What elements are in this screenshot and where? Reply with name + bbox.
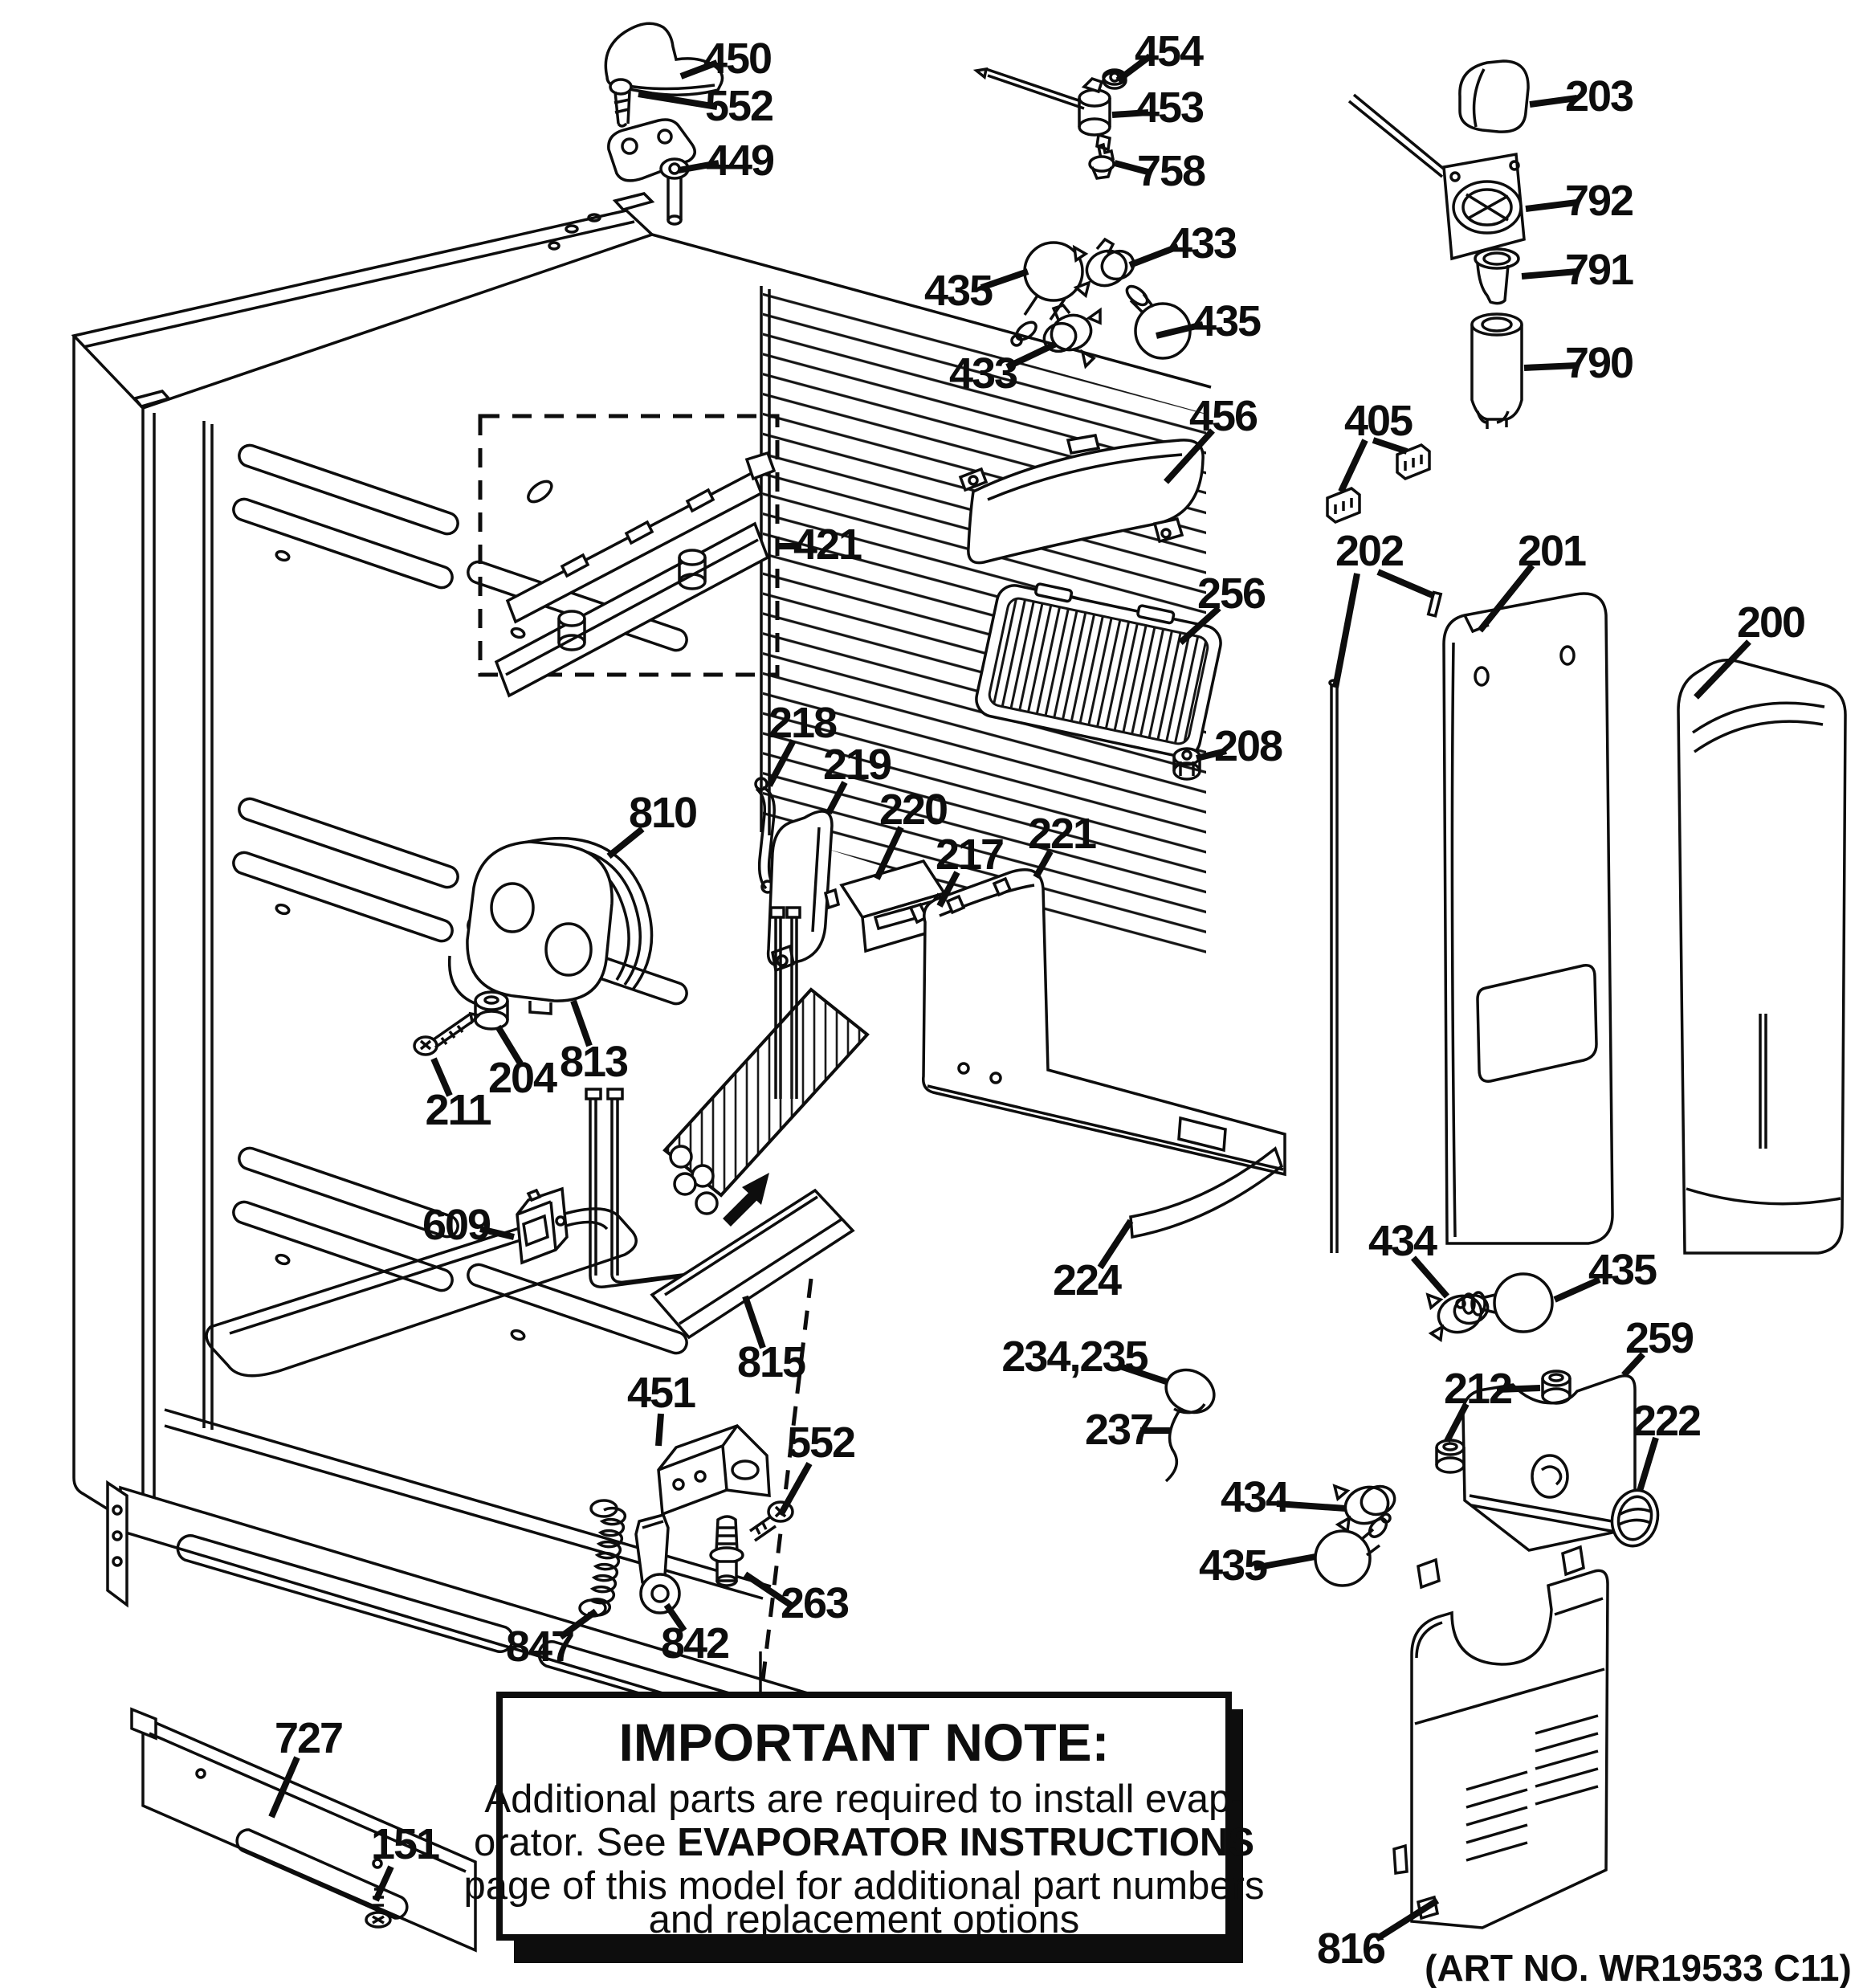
- callout-220: 220: [879, 786, 948, 834]
- callout-552-bottom: 552: [786, 1419, 855, 1467]
- callout-221: 221: [1027, 810, 1096, 858]
- callout-816: 816: [1316, 1925, 1385, 1973]
- callout-222: 222: [1632, 1397, 1701, 1445]
- callout-405: 405: [1343, 397, 1413, 445]
- note-line-4: and replacement options: [648, 1898, 1080, 1941]
- callout-219: 219: [822, 741, 891, 789]
- part-816-evaporator-cover: [1394, 1547, 1608, 1928]
- part-813-coil-cover: [467, 842, 612, 1014]
- callout-256: 256: [1196, 569, 1266, 618]
- part-237-wire: [1166, 1409, 1180, 1481]
- part-847-spring: [580, 1500, 625, 1616]
- callout-433-a: 433: [1168, 219, 1237, 267]
- note-line-2: [474, 1821, 1254, 1864]
- callout-842: 842: [660, 1619, 729, 1668]
- part-609-switch: [517, 1189, 567, 1263]
- callout-204: 204: [487, 1054, 556, 1102]
- callout-217: 217: [935, 831, 1004, 879]
- part-433-socket-b: [1040, 305, 1100, 366]
- evaporator-core: [665, 990, 867, 1195]
- callout-451: 451: [626, 1369, 695, 1417]
- part-202-heater-rod: [1330, 592, 1441, 1253]
- callout-234-235: 234,235: [1001, 1333, 1148, 1381]
- bottom-bracket: [108, 1483, 127, 1605]
- part-203-filter-cap: [1460, 61, 1528, 132]
- note-heading: IMPORTANT NOTE:: [618, 1712, 1110, 1772]
- callout-208: 208: [1213, 722, 1282, 770]
- part-453-fill-tube: [976, 69, 1110, 149]
- cabinet-top-face: [74, 210, 652, 408]
- part-758-screw: [1090, 145, 1114, 178]
- part-224-trim: [1131, 1149, 1282, 1237]
- callout-847: 847: [505, 1623, 574, 1671]
- part-791-filter-adapter: [1475, 249, 1519, 304]
- callout-259: 259: [1625, 1314, 1694, 1362]
- callout-792: 792: [1564, 177, 1633, 225]
- callout-454: 454: [1134, 27, 1203, 76]
- callout-218: 218: [768, 699, 837, 747]
- callout-237: 237: [1084, 1406, 1153, 1454]
- part-552-screw-top: [610, 80, 631, 126]
- callout-421: 421: [793, 520, 862, 569]
- note-line-2-bold: EVAPORATOR INSTRUCTIONS: [677, 1821, 1255, 1864]
- part-200-air-tower-cover: [1678, 660, 1845, 1253]
- callout-435-b: 435: [1192, 297, 1261, 345]
- note-line-2-pre: orator. See: [473, 1821, 678, 1864]
- callout-435-c: 435: [1588, 1246, 1657, 1294]
- part-211-screw: [414, 1014, 479, 1055]
- callout-434-b: 434: [1220, 1473, 1289, 1521]
- corner-cap: [615, 194, 652, 210]
- callout-224: 224: [1052, 1256, 1121, 1304]
- callout-727: 727: [274, 1714, 343, 1762]
- callout-435-a: 435: [923, 267, 993, 315]
- callout-790: 790: [1564, 339, 1633, 387]
- important-note-box: [464, 1651, 1265, 1963]
- callout-203: 203: [1564, 72, 1633, 120]
- part-204-spacer: [475, 992, 508, 1029]
- note-line-1: Additional parts are required to install evap-: [484, 1778, 1244, 1821]
- callout-791: 791: [1564, 246, 1633, 294]
- callout-449: 449: [705, 137, 774, 185]
- art-number: (ART NO. WR19533 C11): [1425, 1947, 1852, 1988]
- part-435-bulb-b: [1123, 283, 1190, 358]
- callout-813: 813: [559, 1038, 628, 1086]
- part-201-air-tower-back: [1444, 594, 1612, 1243]
- callout-450: 450: [703, 35, 772, 83]
- callout-151: 151: [370, 1820, 439, 1868]
- callout-211: 211: [425, 1086, 491, 1134]
- callout-434-a: 434: [1368, 1217, 1437, 1265]
- callout-433-b: 433: [948, 349, 1017, 398]
- callout-201: 201: [1517, 527, 1586, 575]
- callout-456: 456: [1188, 392, 1258, 440]
- note-line-3: page of this model for additional part numbers: [463, 1864, 1265, 1908]
- callout-552-top: 552: [704, 82, 773, 130]
- part-842-lever: [636, 1515, 679, 1613]
- callout-435-d: 435: [1198, 1541, 1267, 1590]
- part-219-bracket: [768, 811, 832, 970]
- callout-609: 609: [422, 1201, 491, 1249]
- cabinet-left-edge: [74, 336, 143, 1531]
- callout-758: 758: [1136, 147, 1205, 195]
- callout-815: 815: [736, 1338, 805, 1386]
- part-234-thermistor: [1159, 1361, 1221, 1420]
- part-790-water-filter: [1472, 314, 1522, 429]
- callout-453: 453: [1135, 84, 1204, 132]
- callout-263: 263: [780, 1579, 849, 1627]
- callout-202: 202: [1335, 527, 1404, 575]
- part-263-stud: [711, 1517, 743, 1586]
- light-rail-assembly-421: [480, 416, 777, 696]
- part-435-bulb-d: [1315, 1514, 1390, 1586]
- part-451-bracket: [658, 1426, 769, 1514]
- callout-200: 200: [1736, 598, 1805, 647]
- callout-810: 810: [628, 789, 697, 837]
- callout-212: 212: [1443, 1365, 1512, 1413]
